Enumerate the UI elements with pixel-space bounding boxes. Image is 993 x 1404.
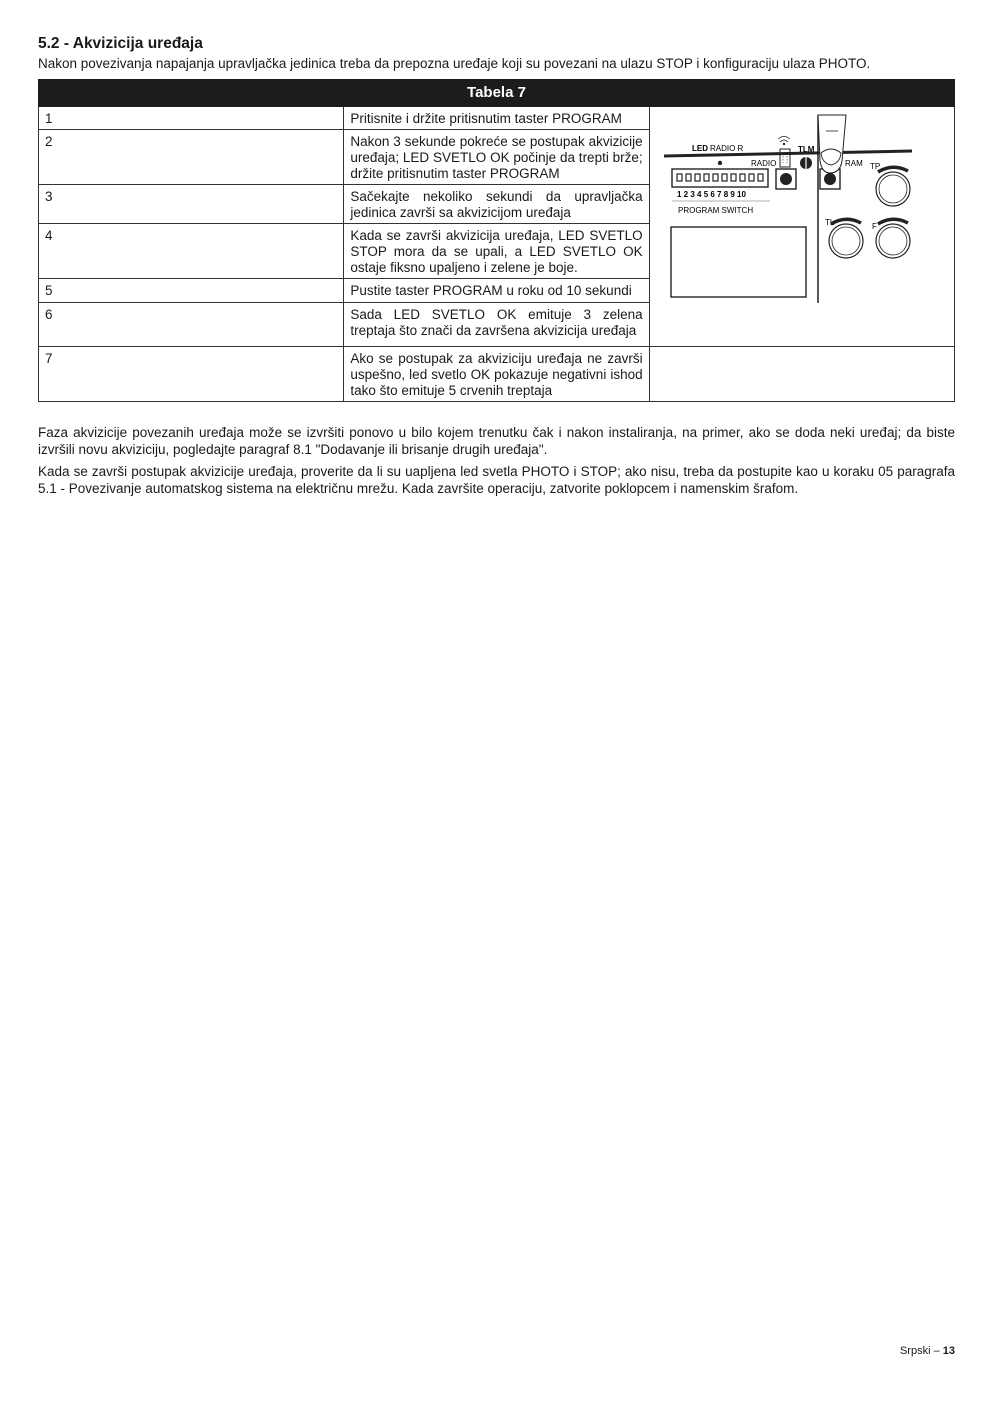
section-intro: Nakon povezivanja napajanja upravljačka jedinica treba da prepozna uređaje koji su povezani na ulazu STOP i konfiguraciju ulaza PHOTO. — [38, 56, 871, 71]
led-label: LED — [691, 144, 708, 153]
step-number: 5 — [39, 279, 344, 303]
tlm-label: TLM — [797, 145, 815, 154]
table-row — [39, 347, 955, 402]
switch-numbers: 1 2 3 4 5 6 7 8 9 10 — [676, 190, 746, 199]
led-dot-icon — [717, 161, 721, 165]
tlm-connector-icon — [800, 157, 812, 169]
step-number: 2 — [39, 130, 344, 185]
step-number: 1 — [39, 107, 344, 130]
step-text: Pritisnite i držite pritisnutim taster PROGRAM — [344, 107, 649, 130]
tp-label: TP — [869, 162, 880, 171]
step-text: Ako se postupak za akviziciju uređaja ne završi uspešno, led svetlo OK pokazuje negativni ishod tako što emituje 5 crvenih treptaja — [344, 347, 649, 402]
tl-label: TL — [824, 218, 834, 227]
dip-switch-icon — [677, 174, 763, 181]
program-switch-label: PROGRAM SWITCH — [677, 206, 753, 215]
step-number: 7 — [39, 347, 344, 402]
finger-press-icon — [818, 115, 846, 173]
tp-button-icon — [876, 167, 910, 206]
step-text: Nakon 3 sekunde pokreće se postupak akvizicije uređaja; LED SVETLO OK počinje da trepti brže; držite pritisnutim taster PROGRAM — [344, 130, 649, 185]
step-number: 4 — [39, 224, 344, 279]
control-unit-diagram — [650, 107, 926, 303]
empty-cell — [649, 347, 954, 402]
f-button-icon — [876, 219, 910, 258]
step-text: Sada LED SVETLO OK emituje 3 zelena treptaja što znači da završena akvizicija uređaja — [344, 303, 649, 347]
step-number: 6 — [39, 303, 344, 347]
section-title: 5.2 - Akvizicija uređaja — [38, 35, 203, 52]
paragraph: Kada se završi postupak akvizicije uređaja, proverite da li su uapljena led svetla PHOTO i STOP; ako nisu, treba da postupite kao u koraku 05 paragrafa 5.1 - Povezivanje automatskog sistema na električnu mrežu. Kada završite operaciju, zatvorite poklopcem i namenskim šrafom. — [38, 464, 955, 496]
step-text: Kada se završi akvizicija uređaja, LED SVETLO STOP mora da se upali, a LED SVETLO OK ostaje fiksno upaljeno i zelene je boje. — [344, 224, 649, 279]
diagram-cell — [649, 107, 954, 347]
paragraph: Faza akvizicije povezanih uređaja može se izvršiti ponovo u bilo kojem trenutku čak i nakon instaliranja, na primer, ako se doda neki uređaj; da biste izvršili novu akviziciju, pogledajte paragraf 8.1 "Dodavanje ili brisanje drugih uređaja". — [38, 425, 955, 457]
table-7 — [38, 79, 955, 402]
page — [38, 34, 955, 497]
radio-r-label: RADIO R — [709, 144, 743, 153]
footer-language: Srpski – — [899, 1345, 943, 1357]
table-row — [39, 107, 955, 130]
display-box — [671, 227, 806, 297]
table-title: Tabela 7 — [39, 80, 955, 107]
ram-label: RAM — [844, 159, 863, 168]
step-number: 3 — [39, 185, 344, 224]
step-text: Sačekajte nekoliko sekundi da upravljačka jedinica završi sa akvizicijom uređaja — [344, 185, 649, 224]
page-footer — [900, 1345, 955, 1357]
radio-label: RADIO — [750, 159, 776, 168]
radio-connector-icon — [780, 149, 790, 167]
page-number: 13 — [942, 1345, 955, 1357]
wifi-icon — [778, 137, 790, 145]
f-label: F — [871, 222, 877, 231]
step-text: Pustite taster PROGRAM u roku od 10 sekundi — [344, 279, 649, 303]
